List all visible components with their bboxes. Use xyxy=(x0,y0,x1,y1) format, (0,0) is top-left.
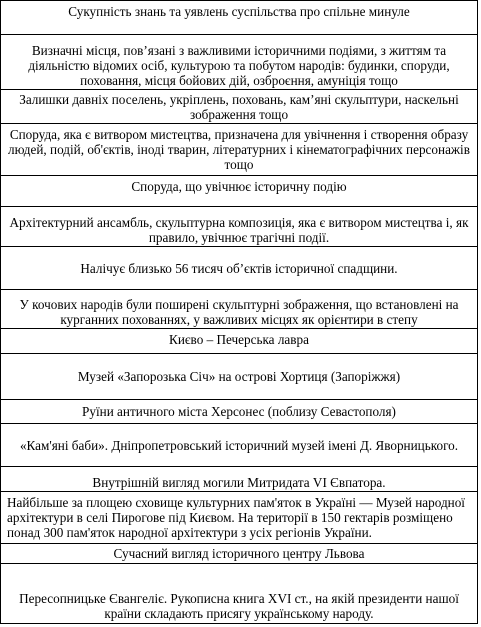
row-text: Споруда, яка є витвором мистецтва, призначена для увічнення і створення образу людей, подій, об'єктів, іноді тварин, літературних і кінематографічних персонажів тощо xyxy=(8,127,470,172)
row-text: У кочових народів були поширені скульптурні зображення, що встановлені на курганних похованнях, у важливих місцях як орієнтири в степу xyxy=(19,297,459,327)
table-row xyxy=(1,329,477,354)
table-row xyxy=(1,35,477,90)
table-row xyxy=(1,290,477,329)
row-text: Архітектурний ансамбль, скульптурна композиція, яка є витвором мистецтва і, як правило, увічнює трагічні події. xyxy=(9,215,469,245)
table-row xyxy=(1,90,477,124)
row-text: Споруда, що увічнює історичну подію xyxy=(131,179,347,194)
table-row xyxy=(1,424,477,467)
row-text: Музей «Запорозька Січ» на острові Хортиця (Запоріжжя) xyxy=(77,369,401,384)
table-row xyxy=(1,124,477,176)
table-row xyxy=(1,492,477,544)
row-text: Сукупність знань та уявлень суспільства про спільне минуле xyxy=(68,4,410,19)
row-text: Залишки давніх поселень, укріплень, поховань, кам’яні скульптури, наскельні зображення тощо xyxy=(19,91,459,122)
table-row xyxy=(1,247,477,290)
table-row xyxy=(1,1,477,35)
table-row xyxy=(1,176,477,207)
row-text: Внутрішній вигляд могили Митридата VI Євпатора. xyxy=(92,475,386,490)
table-row xyxy=(1,467,477,492)
row-text: «Кам'яні баби». Дніпропетровський історичний музей імені Д. Яворницького. xyxy=(19,437,459,453)
row-text: Налічує близько 56 тисяч об’єктів історичної спадщини. xyxy=(80,260,398,276)
row-text: Найбільше за площею сховище культурних пам'яток в Україні — Музей народної архітектури в селі Пирогове під Києвом. На території в 150 гектарів розміщено понад 300 пам'яток народної архітектури з усіх регіонів України. xyxy=(7,495,465,540)
table-row xyxy=(1,207,477,247)
row-text: Руїни античного міста Херсонес (поблизу Севастополя) xyxy=(82,404,396,419)
row-text: Пересопницьке Євангеліє. Рукописна книга XVI ст., на якій президенти нашої країни складають присягу українському народу. xyxy=(19,591,459,621)
table-row xyxy=(1,544,477,564)
table-row xyxy=(1,400,477,424)
table-row xyxy=(1,354,477,400)
table-row xyxy=(1,564,477,622)
row-text: Києво – Печерська лавра xyxy=(169,332,309,347)
row-text: Сучасний вигляд історичного центру Львова xyxy=(113,546,365,561)
row-text: Визначні місця, пов’язані з важливими історичними подіями, з життям та діяльністю відомих осіб, культурою та побутом народів: будинки, споруди, поховання, місця бойових дій, озброєння, амуніція тощо xyxy=(28,43,450,88)
